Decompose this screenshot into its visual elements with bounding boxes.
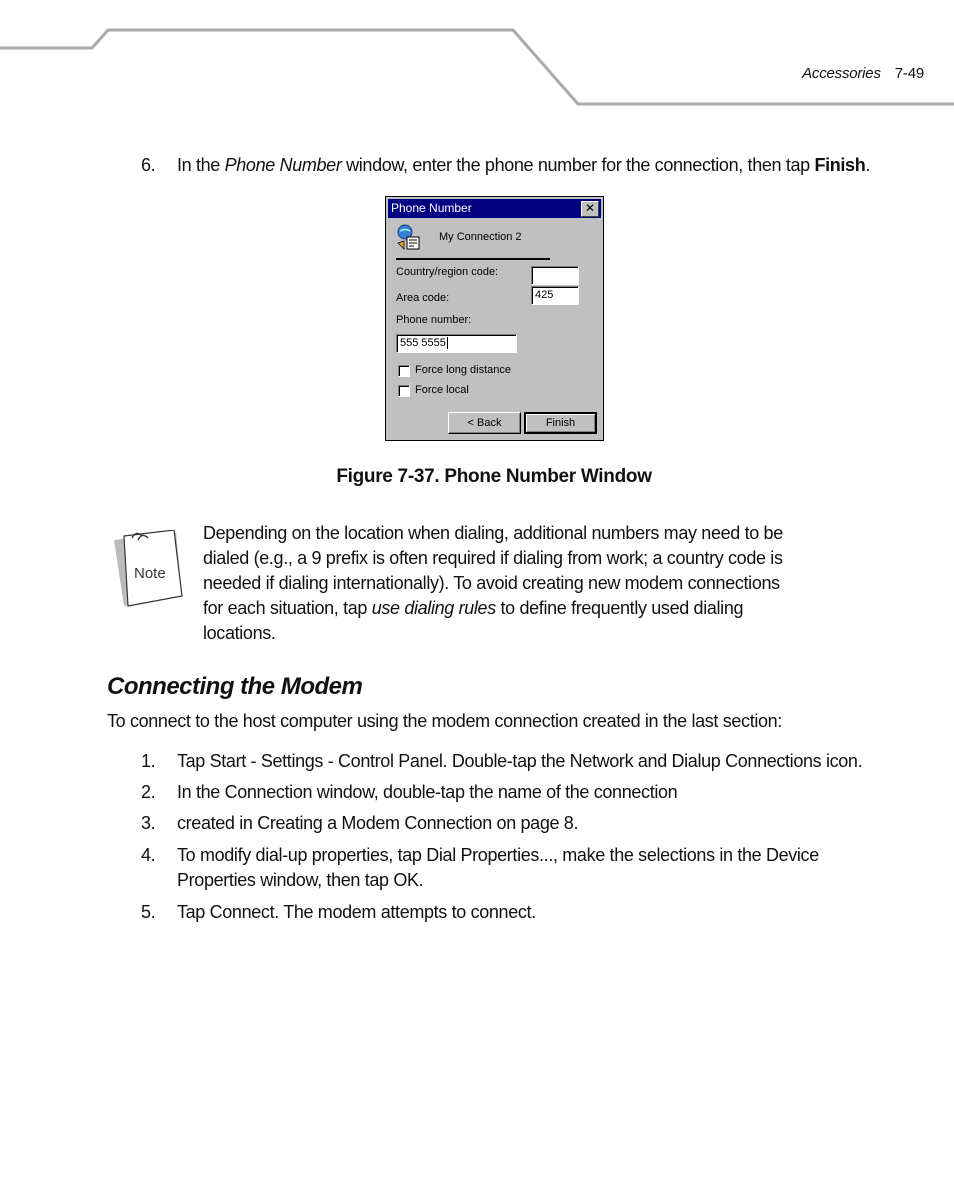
close-button[interactable]: ✕ (581, 201, 599, 217)
header-rule (0, 0, 954, 110)
step-text (177, 153, 937, 178)
phone-number-label: Phone number: (396, 314, 472, 326)
area-code-input[interactable]: 425 (531, 286, 579, 305)
force-long-distance-label: Force long distance (415, 364, 511, 376)
page-number: 7-49 (894, 65, 924, 82)
dialog-title: Phone Number (391, 201, 472, 215)
phone-number-dialog (385, 196, 604, 441)
country-code-label: Country/region code: (396, 266, 499, 278)
step-text: In the Connection window, double-tap the name of the connection (177, 782, 678, 802)
note-text (203, 521, 803, 646)
step-number: 6. (141, 155, 156, 175)
dialog-title-bar (388, 199, 601, 218)
step-number: 1. (141, 751, 156, 771)
step-text-pre: In the (177, 155, 225, 175)
note-text-pre: Depending on the location when dialing, additional numbers may need to be dialed (e.g., a 9 prefix is often required if dialing from work; a country code is needed if dialing internationally). To avoid creating new modem connections for each situation, tap (203, 523, 783, 618)
step-text-italic: Phone Number (224, 155, 342, 175)
step-text-bold: Finish (814, 155, 866, 175)
finish-button[interactable]: Finish (524, 412, 597, 434)
note-text-post: to define frequently used dialing locations. (203, 598, 744, 643)
note-icon-label: Note (134, 565, 166, 582)
note-icon (112, 530, 184, 612)
section-title: Connecting the Modem (107, 673, 363, 700)
connection-name: My Connection 2 (439, 231, 522, 243)
step-text-mid: window, enter the phone number for the connection, then tap (341, 155, 815, 175)
step-text: To modify dial-up properties, tap Dial Properties..., make the selections in the Device Properties window, then tap OK. (177, 845, 819, 890)
force-local-checkbox[interactable] (398, 385, 410, 397)
step-text: Tap Connect. The modem attempts to connect. (177, 902, 536, 922)
running-head (802, 65, 924, 82)
step-text: created in Creating a Modem Connection on page 8. (177, 813, 579, 833)
step-number: 4. (141, 845, 156, 865)
back-button[interactable]: < Back (448, 412, 521, 434)
running-head-section: Accessories (802, 65, 881, 82)
step-number: 5. (141, 902, 156, 922)
step-number: 3. (141, 813, 156, 833)
area-code-label: Area code: (396, 292, 450, 304)
force-long-distance-checkbox[interactable] (398, 365, 410, 377)
note-text-italic: use dialing rules (371, 598, 496, 618)
section-intro: To connect to the host computer using the modem connection created in the last section: (107, 711, 782, 731)
step-number: 2. (141, 782, 156, 802)
country-code-input[interactable] (531, 266, 579, 285)
text-cursor (447, 337, 448, 349)
connection-icon (396, 223, 422, 251)
phone-number-input[interactable] (396, 334, 517, 353)
phone-number-value: 555 5555 (400, 337, 446, 349)
step-text: Tap Start - Settings - Control Panel. Double-tap the Network and Dialup Connections icon. (177, 751, 863, 771)
dialog-separator (396, 258, 550, 260)
step-text-post: . (865, 155, 871, 175)
force-local-label: Force local (415, 384, 469, 396)
figure-caption: Figure 7-37. Phone Number Window (336, 466, 652, 487)
